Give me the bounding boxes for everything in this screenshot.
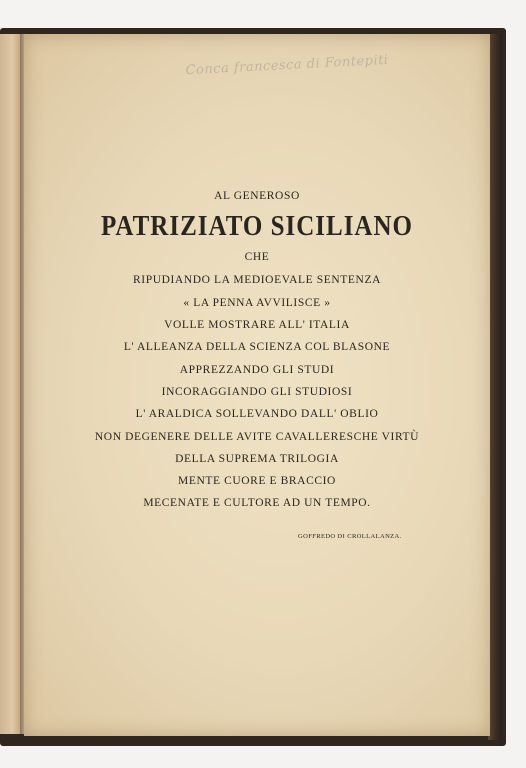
dedication-line: VOLLE MOSTRARE ALL' ITALIA — [164, 319, 350, 331]
line-5 — [24, 341, 490, 353]
dedication-line: INCORAGGIANDO GLI STUDIOSI — [161, 386, 353, 398]
line-12 — [24, 497, 490, 509]
dedication-title-block — [24, 210, 490, 242]
line-6 — [24, 364, 490, 376]
handwritten-note: Conca francesca di Fontepiti — [185, 52, 389, 79]
dedication-line: DELLA SUPREMA TRILOGIA — [175, 453, 339, 465]
dedication-line: CHE — [244, 251, 270, 263]
dedication-block — [24, 190, 490, 202]
line-9 — [24, 431, 490, 443]
dedication-line: L' ALLEANZA DELLA SCIENZA COL BLASONE — [123, 341, 391, 353]
dedication-line: L' ARALDICA SOLLEVANDO DALL' OBLIO — [135, 408, 379, 420]
dedication-line: MENTE CUORE E BRACCIO — [178, 475, 336, 487]
dedication-line: MECENATE E CULTORE AD UN TEMPO. — [143, 497, 371, 509]
dedication-line: « LA PENNA AVVILISCE » — [183, 297, 331, 309]
line-10 — [24, 453, 490, 465]
line-2 — [24, 274, 490, 286]
line-4 — [24, 319, 490, 331]
line-8 — [24, 408, 490, 420]
line-1 — [24, 251, 490, 263]
dedication-line: NON DEGENERE DELLE AVITE CAVALLERESCHE VIRTÙ — [94, 431, 420, 443]
dedication-title: PATRIZIATO SICILIANO — [101, 210, 413, 242]
left-page-edge — [0, 34, 20, 734]
dedication-opening: AL GENEROSO — [214, 190, 300, 202]
book-edge — [488, 34, 502, 740]
line-7 — [24, 386, 490, 398]
line-11 — [24, 475, 490, 487]
line-3 — [24, 297, 490, 309]
dedication-line: APPREZZANDO GLI STUDI — [179, 364, 335, 376]
dedication-line: RIPUDIANDO LA MEDIOEVALE SENTENZA — [133, 274, 381, 286]
book-page — [24, 34, 490, 736]
signature: GOFFREDO DI CROLLALANZA. — [298, 533, 402, 540]
